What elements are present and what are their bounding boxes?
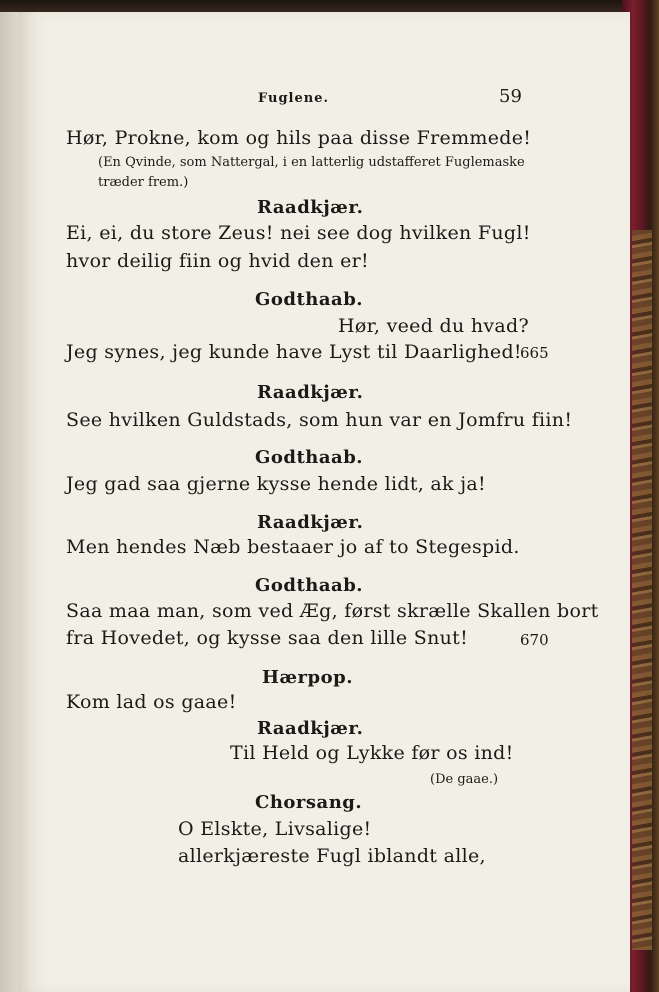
speaker-name: Godthaab.	[255, 289, 364, 310]
speaker-name: Raadkjær.	[257, 512, 364, 533]
verse-line: Jeg synes, jeg kunde have Lyst til Daarlighed!	[66, 341, 522, 363]
verse-line: Saa maa man, som ved Æg, først skrælle Skallen bort	[66, 600, 599, 622]
speaker-name: Chorsang.	[255, 792, 363, 813]
stage-direction: (De gaae.)	[430, 772, 499, 787]
verse-line: Kom lad os gaae!	[66, 691, 237, 713]
verse-line: fra Hovedet, og kysse saa den lille Snut!	[66, 627, 469, 649]
line-number: 670	[520, 631, 549, 649]
verse-line: Men hendes Næb bestaaer jo af to Stegespid.	[66, 536, 520, 558]
verse-line: hvor deilig fiin og hvid den er!	[66, 250, 369, 272]
speaker-name: Raadkjær.	[257, 382, 364, 403]
verse-line: Jeg gad saa gjerne kysse hende lidt, ak ja!	[66, 473, 486, 495]
speaker-name: Hærpop.	[262, 667, 353, 688]
verse-line: O Elskte, Livsalige!	[178, 818, 372, 840]
page-number: 59	[499, 86, 522, 107]
page-gutter	[0, 12, 18, 992]
running-title: Fuglene.	[258, 91, 330, 106]
verse-line: Hør, veed du hvad?	[338, 315, 529, 337]
verse-line: See hvilken Guldstads, som hun var en Jomfru fiin!	[66, 409, 573, 431]
speaker-name: Raadkjær.	[257, 718, 364, 739]
speaker-name: Godthaab.	[255, 575, 364, 596]
verse-line: Ei, ei, du store Zeus! nei see dog hvilken Fugl!	[66, 222, 531, 244]
stage-direction: træder frem.)	[98, 175, 189, 190]
speaker-name: Raadkjær.	[257, 197, 364, 218]
stage-direction: (En Qvinde, som Nattergal, i en latterlig udstafferet Fuglemaske	[98, 155, 525, 170]
verse-line: Til Held og Lykke før os ind!	[230, 742, 514, 764]
verse-line: allerkjæreste Fugl iblandt alle,	[178, 845, 486, 867]
verse-line: Hør, Prokne, kom og hils paa disse Fremmede!	[66, 127, 532, 149]
speaker-name: Godthaab.	[255, 447, 364, 468]
marbled-endpaper	[632, 230, 652, 950]
line-number: 665	[520, 344, 549, 362]
